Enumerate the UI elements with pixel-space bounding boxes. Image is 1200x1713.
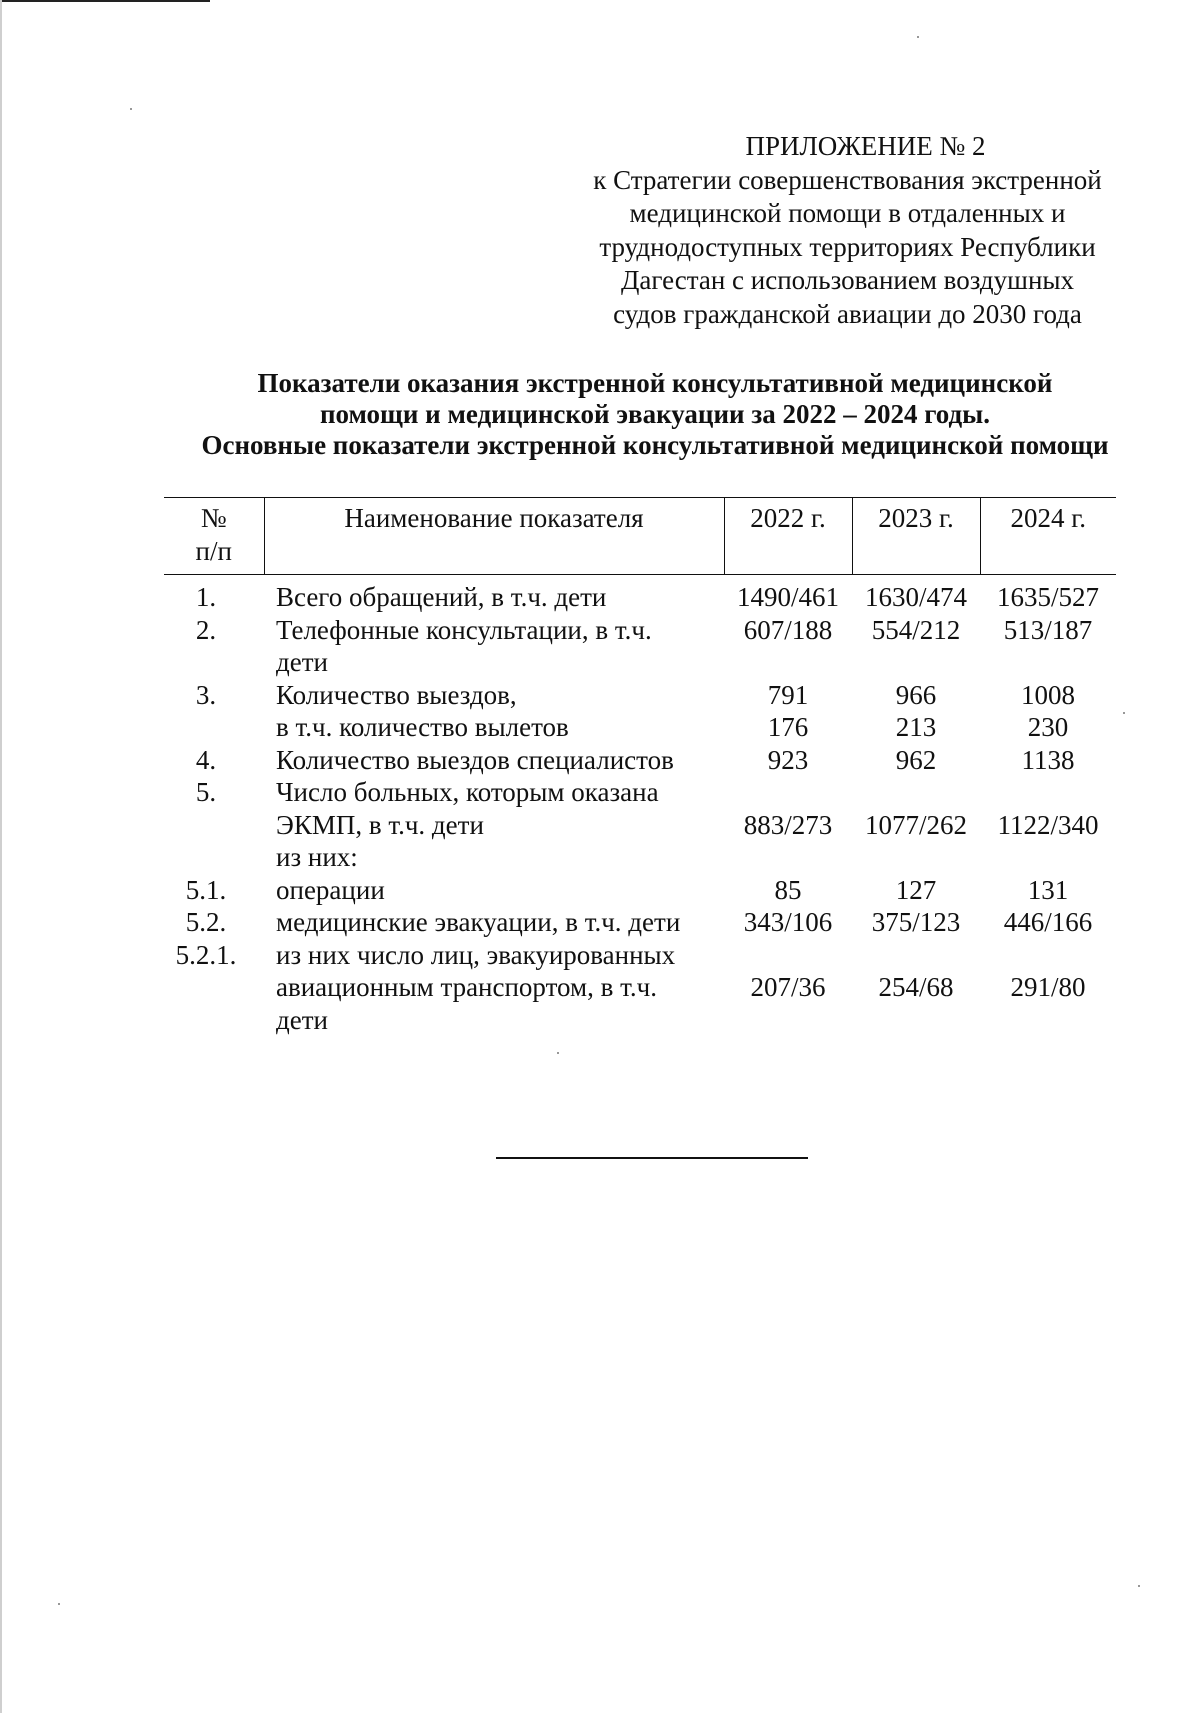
value-line: 446/166 (1003, 907, 1093, 937)
value-line: 966 (895, 679, 937, 710)
appendix-block (575, 130, 1120, 331)
row-value-2022 (724, 744, 852, 777)
appendix-title: ПРИЛОЖЕНИЕ № 2 (745, 131, 986, 161)
row-indicator-name (264, 874, 724, 907)
value-spacer (726, 776, 850, 809)
scan-edge-top (0, 0, 210, 2)
table-row (164, 575, 1116, 614)
value-line: 375/123 (871, 907, 961, 937)
value-spacer (854, 939, 978, 972)
indicator-name-line: Количество выездов специалистов (276, 744, 674, 775)
header-2023: 2023 г. (852, 498, 980, 575)
row-number: 2. (195, 614, 217, 645)
header-2022: 2022 г. (724, 498, 852, 575)
table-row (164, 874, 1116, 907)
scan-speck (917, 36, 919, 38)
value-line: 291/80 (1010, 972, 1086, 1002)
row-value-2023 (852, 939, 980, 1037)
row-number: 3. (195, 679, 217, 710)
row-indicator-name (264, 614, 724, 679)
scan-speck (58, 1603, 60, 1605)
value-spacer (982, 939, 1114, 972)
value-spacer (982, 776, 1114, 809)
row-value-2024 (980, 776, 1116, 874)
value-line: 85 (774, 874, 802, 905)
row-value-2023 (852, 906, 980, 939)
indicator-name-line: операции (276, 874, 385, 905)
value-line: 230 (1027, 712, 1069, 742)
row-number: 5.2.1. (175, 939, 237, 970)
indicator-name-line: Всего обращений, в т.ч. дети (276, 582, 607, 612)
scan-speck (557, 1052, 559, 1054)
row-indicator-name (264, 939, 724, 1037)
indicator-name-line: Телефонные консультации, в т.ч. (276, 614, 652, 645)
value-line: 1122/340 (997, 809, 1099, 840)
value-line: 883/273 (743, 809, 833, 840)
row-value-2022 (724, 906, 852, 939)
value-line: 1077/262 (864, 809, 967, 840)
appendix-line: труднодоступных территориях Республики (599, 231, 1096, 262)
appendix-line: судов гражданской авиации до 2030 года (613, 298, 1082, 329)
header-name: Наименование показателя (264, 498, 724, 575)
value-line: 923 (767, 744, 809, 775)
header-num-line-2: п/п (195, 536, 232, 566)
row-value-2022 (724, 776, 852, 874)
table-row (164, 614, 1116, 679)
row-number: 5. (195, 777, 217, 807)
value-spacer (726, 939, 850, 972)
closing-rule (496, 1157, 808, 1159)
header-num-line-1: № (200, 503, 227, 533)
value-line: 513/187 (1003, 614, 1093, 645)
scan-speck (1123, 712, 1125, 714)
row-value-2023 (852, 874, 980, 907)
row-value-2023 (852, 679, 980, 744)
row-indicator-name (264, 776, 724, 874)
row-value-2024 (980, 575, 1116, 614)
header-2024: 2024 г. (980, 498, 1116, 575)
value-line: 343/106 (743, 907, 833, 937)
row-number: 1. (195, 582, 217, 612)
value-line: 1635/527 (996, 582, 1099, 612)
header-num (164, 498, 264, 575)
value-line: 1630/474 (864, 582, 967, 612)
row-indicator-name (264, 575, 724, 614)
indicator-name-line: Число больных, которым оказана (276, 777, 659, 807)
indicator-name-line: ЭКМП, в т.ч. дети (276, 809, 484, 840)
value-line: 962 (895, 744, 937, 775)
row-value-2022 (724, 874, 852, 907)
appendix-line: Дагестан с использованием воздушных (620, 265, 1075, 295)
row-value-2024 (980, 614, 1116, 679)
table-body (164, 575, 1116, 1037)
indicator-name-line: в т.ч. количество вылетов (276, 712, 569, 742)
row-number: 5.2. (185, 907, 227, 937)
indicator-name-line: Количество выездов, (276, 679, 517, 710)
row-value-2023 (852, 575, 980, 614)
table-row (164, 679, 1116, 744)
value-spacer (854, 776, 978, 809)
value-line: 554/212 (871, 614, 961, 645)
row-value-2023 (852, 614, 980, 679)
appendix-line: к Стратегии совершенствования экстренной (593, 164, 1102, 195)
indicator-name-line: авиационным транспортом, в т.ч. (276, 972, 657, 1002)
value-line: 127 (895, 874, 937, 905)
table-header-row (164, 498, 1116, 575)
indicator-name-line: дети (276, 647, 328, 677)
scan-edge-left (0, 0, 2, 1713)
row-value-2024 (980, 939, 1116, 1037)
value-line: 131 (1027, 874, 1069, 905)
indicator-name-line: из них: (276, 842, 358, 872)
document-heading (165, 368, 1145, 461)
row-value-2024 (980, 744, 1116, 777)
row-value-2022 (724, 614, 852, 679)
row-value-2023 (852, 744, 980, 777)
heading-line-2: помощи и медицинской эвакуации за 2022 – 2024 годы. (319, 399, 991, 429)
value-line: 254/68 (878, 972, 954, 1002)
row-indicator-name (264, 906, 724, 939)
table-row (164, 939, 1116, 1037)
value-line: 1490/461 (736, 582, 839, 612)
table-row (164, 744, 1116, 777)
row-value-2024 (980, 874, 1116, 907)
row-value-2023 (852, 776, 980, 874)
table-row (164, 906, 1116, 939)
indicator-name-line: медицинские эвакуации, в т.ч. дети (276, 907, 681, 937)
indicator-name-line: дети (276, 1004, 328, 1035)
row-number: 5.1. (185, 874, 227, 905)
indicator-name-line: из них число лиц, эвакуированных (276, 939, 676, 970)
appendix-line: медицинской помощи в отдаленных и (629, 198, 1066, 228)
indicators-table (164, 497, 1116, 1036)
value-line: 607/188 (743, 614, 833, 645)
value-line: 1138 (1021, 744, 1075, 775)
table-row (164, 776, 1116, 874)
scan-speck (130, 108, 132, 110)
value-line: 791 (767, 679, 809, 710)
row-indicator-name (264, 744, 724, 777)
row-value-2024 (980, 679, 1116, 744)
row-value-2022 (724, 575, 852, 614)
scan-speck (1138, 1585, 1140, 1587)
row-value-2024 (980, 906, 1116, 939)
heading-line-1: Показатели оказания экстренной консультативной медицинской (257, 368, 1053, 398)
row-number: 4. (195, 744, 217, 775)
row-value-2022 (724, 679, 852, 744)
row-indicator-name (264, 679, 724, 744)
value-line: 213 (895, 712, 937, 742)
value-line: 176 (767, 712, 809, 742)
value-line: 207/36 (750, 972, 826, 1002)
row-value-2022 (724, 939, 852, 1037)
heading-line-3: Основные показатели экстренной консультативной медицинской помощи (201, 430, 1109, 460)
value-line: 1008 (1021, 679, 1075, 710)
